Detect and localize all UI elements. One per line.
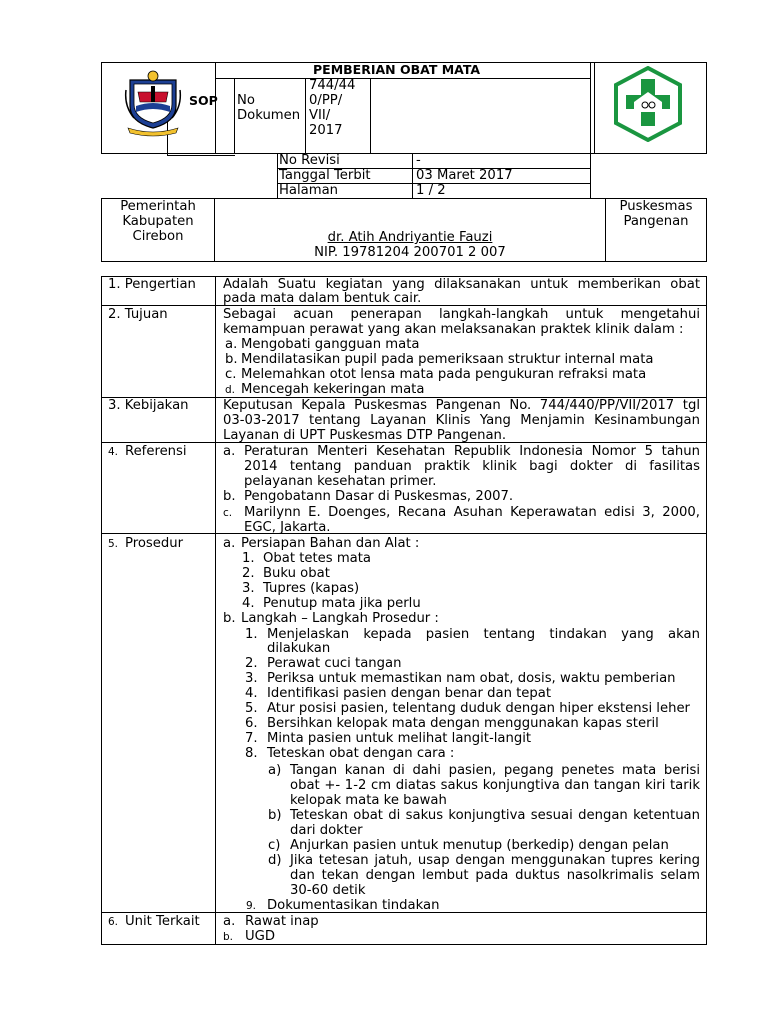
- unit-item-a: Rawat inap: [245, 914, 319, 929]
- kebijakan-line-3: Layanan di UPT Puskesmas DTP Pangenan.: [223, 428, 507, 443]
- prosedur-b-item-1-line-1: Menjelaskan kepada pasien tentang tindakan yang akan: [267, 627, 700, 642]
- tujuan-item-a: Mengobati gangguan mata: [241, 337, 420, 352]
- prosedur-b-marker-6: 6.: [245, 716, 258, 731]
- right-org-line-1: Puskesmas: [619, 199, 693, 214]
- referensi-marker-b: b.: [223, 489, 236, 504]
- tujuan-line-2: kemampuan perawat yang akan melaksanakan praktek klinik dalam :: [223, 322, 684, 337]
- tujuan-item-c: Melemahkan otot lensa mata pada pengukuran refraksi mata: [241, 367, 647, 382]
- no-dokumen-value-3: VII/: [309, 108, 331, 123]
- referensi-c-line-2: EGC, Jakarta.: [244, 520, 331, 535]
- halaman-label: Halaman: [279, 183, 339, 198]
- prosedur-marker-b: b.: [223, 611, 236, 626]
- unit-marker-a: a.: [223, 914, 236, 929]
- prosedur-a-title: Persiapan Bahan dan Alat :: [241, 536, 420, 551]
- prosedur-b-marker-9: 9.: [246, 900, 257, 912]
- cirebon-emblem-logo: [122, 66, 184, 138]
- prosedur-a-marker-1: 1.: [242, 551, 255, 566]
- prosedur-b-title: Langkah – Langkah Prosedur :: [241, 611, 439, 626]
- left-org-line-1: Pemerintah: [120, 199, 196, 214]
- prosedur-b-marker-3: 3.: [245, 671, 258, 686]
- prosedur-a-item-2: Buku obat: [263, 566, 330, 581]
- referensi-label: Referensi: [125, 444, 187, 459]
- signer-name: dr. Atih Andriyantie Fauzi: [327, 230, 493, 245]
- tujuan-item-b: Mendilatasikan pupil pada pemeriksaan struktur internal mata: [241, 352, 654, 367]
- prosedur-sub-d-line-3: 30-60 detik: [290, 883, 366, 898]
- puskesmas-logo: [612, 66, 684, 142]
- no-dokumen-label-2: Dokumen: [237, 108, 301, 123]
- prosedur-number: 5.: [108, 538, 119, 550]
- prosedur-sub-b-line-1: Teteskan obat di sakus konjungtiva sesuai dengan ketentuan: [290, 808, 700, 823]
- referensi-marker-c: c.: [223, 507, 233, 519]
- pengertian-line-1: Adalah Suatu kegiatan yang dilaksanakan untuk memberikan obat: [223, 277, 700, 292]
- prosedur-a-marker-2: 2.: [242, 566, 255, 581]
- tujuan-line-1: Sebagai acuan penerapan langkah-langkah untuk mengetahui: [223, 307, 700, 322]
- prosedur-b-marker-5: 5.: [245, 701, 258, 716]
- prosedur-b-item-5: Atur posisi pasien, telentang duduk dengan hiper ekstensi leher: [267, 701, 690, 716]
- tujuan-label: 2. Tujuan: [108, 307, 168, 322]
- tanggal-terbit-label: Tanggal Terbit: [279, 168, 371, 183]
- referensi-a-line-3: pelayanan kesehatan primer.: [244, 474, 437, 489]
- unit-item-b: UGD: [245, 929, 276, 944]
- no-dokumen-value-4: 2017: [309, 123, 343, 138]
- prosedur-sub-marker-d: d): [268, 853, 282, 868]
- kebijakan-line-2: 03-03-2017 tentang Layanan Klinis Yang Menjamin Kesinambungan: [223, 413, 700, 428]
- prosedur-b-item-9: Dokumentasikan tindakan: [267, 898, 440, 913]
- prosedur-sub-marker-a: a): [268, 763, 282, 778]
- prosedur-b-item-7: Minta pasien untuk melihat langit-langit: [267, 731, 532, 746]
- halaman-value: 1 / 2: [416, 183, 446, 198]
- tujuan-marker-b: b.: [225, 352, 238, 367]
- referensi-b-line-1: Pengobatann Dasar di Puskesmas, 2007.: [244, 489, 514, 504]
- prosedur-sub-a-line-1: Tangan kanan di dahi pasien, pegang penetes mata berisi: [290, 763, 700, 778]
- referensi-a-line-1: Peraturan Menteri Kesehatan Republik Indonesia Nomor 5 tahun: [244, 444, 700, 459]
- kebijakan-line-1: Keputusan Kepala Puskesmas Pangenan No. 744/440/PP/VII/2017 tgl: [223, 398, 700, 413]
- no-revisi-value: -: [416, 153, 421, 168]
- prosedur-a-marker-4: 4.: [242, 596, 255, 611]
- sop-label: SOP: [189, 93, 218, 108]
- right-org-line-2: Pangenan: [623, 214, 689, 229]
- prosedur-sub-a-line-3: kelopak mata ke bawah: [290, 793, 447, 808]
- prosedur-sub-a-line-2: obat +- 1-2 cm diatas sakus konjungtiva dan tangan kiri tarik: [290, 778, 700, 793]
- document-title: PEMBERIAN OBAT MATA: [313, 62, 481, 77]
- prosedur-label: Prosedur: [125, 536, 184, 551]
- prosedur-b-item-3: Periksa untuk memastikan nam obat, dosis, waktu pemberian: [267, 671, 676, 686]
- prosedur-sub-b-line-2: dari dokter: [290, 823, 363, 838]
- referensi-c-line-1: Marilynn E. Doenges, Recana Asuhan Keperawatan edisi 3, 2000,: [244, 505, 700, 520]
- prosedur-sub-d-line-1: Jika tetesan jatuh, usap dengan menggunakan tupres kering: [290, 853, 700, 868]
- no-dokumen-value-1: 744/44: [309, 78, 356, 93]
- tanggal-terbit-value: 03 Maret 2017: [416, 168, 513, 183]
- prosedur-sub-marker-b: b): [268, 808, 282, 823]
- referensi-marker-a: a.: [223, 444, 236, 459]
- prosedur-b-marker-4: 4.: [245, 686, 258, 701]
- prosedur-b-item-4: Identifikasi pasien dengan benar dan tepat: [267, 686, 552, 701]
- tujuan-marker-a: a.: [225, 337, 238, 352]
- prosedur-sub-d-line-2: dan tekan dengan lembut pada duktus nasolkrimalis selam: [290, 868, 700, 883]
- prosedur-b-marker-8: 8.: [245, 746, 258, 761]
- tujuan-marker-d: d.: [225, 384, 236, 396]
- prosedur-b-item-1-line-2: dilakukan: [267, 641, 331, 656]
- no-revisi-label: No Revisi: [279, 153, 340, 168]
- prosedur-b-item-8: Teteskan obat dengan cara :: [267, 746, 455, 761]
- prosedur-b-marker-2: 2.: [245, 656, 258, 671]
- pengertian-label: 1. Pengertian: [108, 277, 196, 292]
- prosedur-b-item-6: Bersihkan kelopak mata dengan menggunakan kapas steril: [267, 716, 659, 731]
- pengertian-line-2: pada mata dalam bentuk cair.: [223, 291, 422, 306]
- tujuan-item-d: Mencegah kekeringan mata: [241, 382, 425, 397]
- prosedur-a-item-3: Tupres (kapas): [263, 581, 360, 596]
- referensi-number: 4.: [108, 446, 119, 458]
- tujuan-marker-c: c.: [225, 367, 237, 382]
- referensi-a-line-2: 2014 tentang panduan praktik klinik bagi dokter di fasilitas: [244, 459, 700, 474]
- no-dokumen-value-2: 0/PP/: [309, 93, 343, 108]
- left-org-line-3: Cirebon: [132, 229, 184, 244]
- prosedur-a-item-4: Penutup mata jika perlu: [263, 596, 421, 611]
- no-dokumen-label-1: No: [237, 93, 255, 108]
- prosedur-a-item-1: Obat tetes mata: [263, 551, 372, 566]
- unit-marker-b: b.: [223, 931, 234, 943]
- prosedur-b-marker-1: 1.: [245, 627, 258, 642]
- prosedur-sub-marker-c: c): [268, 838, 281, 853]
- prosedur-a-marker-3: 3.: [242, 581, 255, 596]
- prosedur-sub-c-line-1: Anjurkan pasien untuk menutup (berkedip) dengan pelan: [290, 838, 669, 853]
- prosedur-b-item-2: Perawat cuci tangan: [267, 656, 402, 671]
- prosedur-b-marker-7: 7.: [245, 731, 258, 746]
- unit-terkait-number: 6.: [108, 916, 119, 928]
- left-org-line-2: Kabupaten: [122, 214, 194, 229]
- signer-nip: NIP. 19781204 200701 2 007: [314, 245, 506, 260]
- unit-terkait-label: Unit Terkait: [125, 914, 200, 929]
- kebijakan-label: 3. Kebijakan: [108, 398, 189, 413]
- prosedur-marker-a: a.: [223, 536, 236, 551]
